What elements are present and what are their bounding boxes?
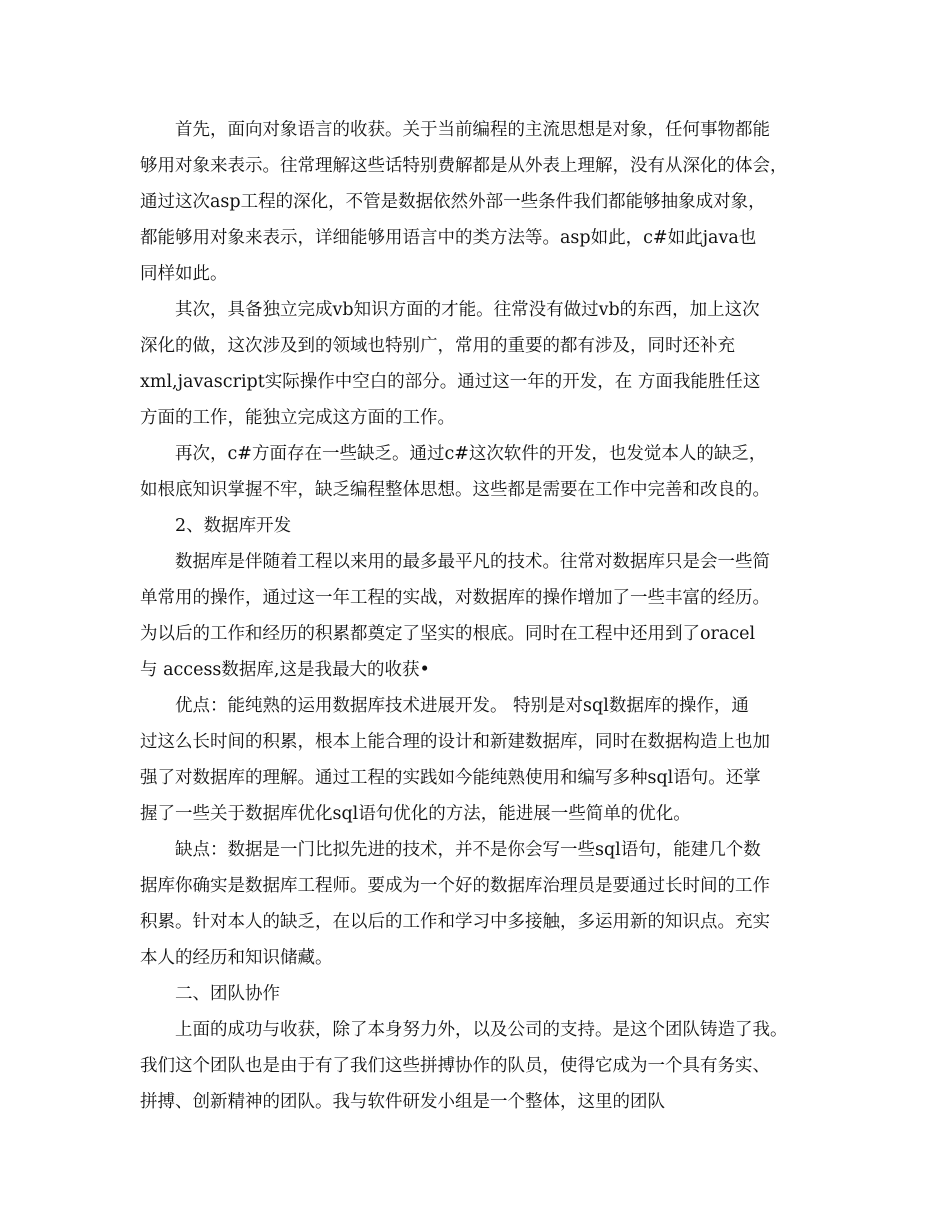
section-heading: 2、数据库开发 [175, 516, 292, 536]
paragraph-line: 其次，具备独立完成vb知识方面的才能。往常没有做过vb的东西，加上这次 [175, 300, 760, 320]
paragraph-line: 与 access数据库,这是我最大的收获• [140, 660, 430, 680]
paragraph-line: 如根底知识掌握不牢，缺乏编程整体思想。这些都是需要在工作中完善和改良的。 [140, 480, 770, 500]
paragraph-line: 首先，面向对象语言的收获。关于当前编程的主流思想是对象，任何事物都能 [175, 120, 770, 140]
paragraph-line: 数据库是伴随着工程以来用的最多最平凡的技术。往常对数据库只是会一些简 [175, 552, 770, 572]
paragraph-line: 过这么长时间的积累，根本上能合理的设计和新建数据库，同时在数据构造上也加 [140, 732, 770, 752]
paragraph-line: 积累。针对本人的缺乏，在以后的工作和学习中多接触，多运用新的知识点。充实 [140, 912, 770, 932]
paragraph-line: 握了一些关于数据库优化sql语句优化的方法，能进展一些简单的优化。 [140, 804, 691, 824]
paragraph-line: 缺点：数据是一门比拟先进的技术，并不是你会写一些sql语句，能建几个数 [175, 840, 761, 860]
paragraph-line: 据库你确实是数据库工程师。要成为一个好的数据库治理员是要通过长时间的工作 [140, 876, 770, 896]
paragraph-line: 强了对数据库的理解。通过工程的实践如今能纯熟使用和编写多种sql语句。还掌 [140, 768, 761, 788]
paragraph-line: 都能够用对象来表示，详细能够用语言中的类方法等。asp如此，c#如此java也 [140, 228, 757, 248]
paragraph-line: 同样如此。 [140, 264, 228, 284]
paragraph-line: 再次，c#方面存在一些缺乏。通过c#这次软件的开发，也发觉本人的缺乏， [175, 444, 767, 464]
paragraph-line: 拼搏、创新精神的团队。我与软件研发小组是一个整体，这里的团队 [140, 1092, 665, 1112]
paragraph-line: xml,javascript实际操作中空白的部分。通过这一年的开发，在 方面我能胜任这 [140, 372, 761, 392]
paragraph-line: 通过这次asp工程的深化，不管是数据依然外部一些条件我们都能够抽象成对象， [140, 192, 766, 212]
paragraph-line: 本人的经历和知识储藏。 [140, 948, 333, 968]
paragraph-line: 方面的工作，能独立完成这方面的工作。 [140, 408, 455, 428]
paragraph-line: 优点：能纯熟的运用数据库技术进展开发。 特别是对sql数据库的操作，通 [175, 696, 749, 716]
paragraph-line: 上面的成功与收获，除了本身努力外，以及公司的支持。是这个团队铸造了我。 [175, 1020, 788, 1040]
paragraph-line: 我们这个团队也是由于有了我们这些拼搏协作的队员，使得它成为一个具有务实、 [140, 1056, 770, 1076]
paragraph-line: 够用对象来表示。往常理解这些话特别费解都是从外表上理解，没有从深化的体会， [140, 156, 788, 176]
paragraph-line: 深化的做，这次涉及到的领域也特别广，常用的重要的都有涉及，同时还补充 [140, 336, 735, 356]
section-heading: 二、团队协作 [175, 984, 280, 1004]
paragraph-line: 为以后的工作和经历的积累都奠定了坚实的根底。同时在工程中还用到了oracel [140, 624, 756, 644]
paragraph-line: 单常用的操作，通过这一年工程的实战，对数据库的操作增加了一些丰富的经历。 [140, 588, 770, 608]
